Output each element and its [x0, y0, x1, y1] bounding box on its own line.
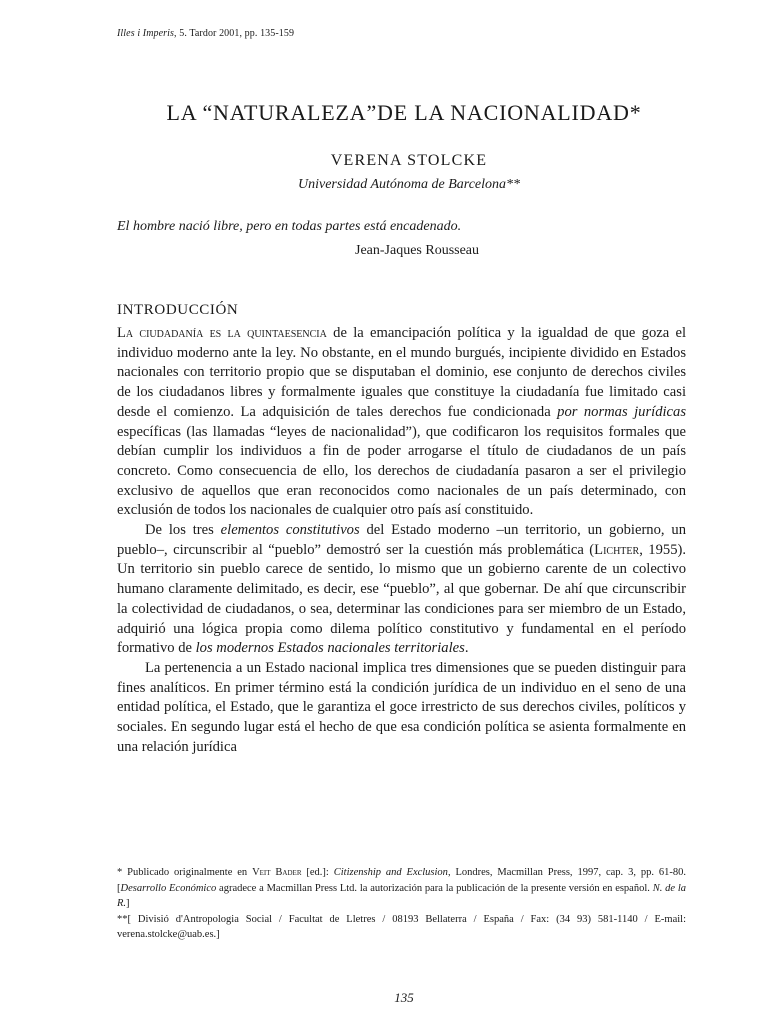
journal-issue-details: , 5. Tardor 2001, pp. 135-159	[174, 28, 295, 39]
author-affiliation: Universidad Autónoma de Barcelona**	[297, 177, 521, 192]
italic-phrase: elementos constitutivos	[220, 522, 360, 539]
italic-phrase: por normas jurídicas	[557, 403, 686, 420]
paragraph-text: específicas (las llamadas “leyes de nacionalidad”), que codificaron los requisitos formales que debían cumplir los individuos a fin de poder arrogarse el título de ciudadanos de un país concreto. Como consecuencia de ello, los derechos de ciudadanía pasaron a ser el privilegio exclusivo de aquellos que eran reconocidos como nacionales de un país determinado, con exclusión de todos los nacionales de cualquier otro país así constituido.	[117, 423, 686, 519]
article-title: LA “NATURALEZA”DE LA NACIONALIDAD*	[166, 100, 642, 125]
footnote-1	[117, 865, 686, 912]
section-heading: INTRODUCCIÓN	[117, 302, 239, 318]
journal-title: Desarrollo Económico	[120, 882, 217, 894]
author-name: VERENA STOLCKE	[330, 152, 488, 169]
footnote-text: [ed.]:	[301, 867, 334, 878]
footnote-2: **[ Divisió d'Antropologia Social / Facultat de Lletres / 08193 Bellaterra / España / Fax: (34 93) 581-1140 / E-mail: verena.stolcke@uab.es.]	[117, 913, 686, 940]
footnote-text: ]	[126, 898, 130, 909]
citation-author: Lichter	[594, 541, 640, 558]
epigraph-author: Jean-Jaques Rousseau	[355, 243, 480, 258]
paragraph-text: .	[464, 640, 469, 657]
footnote-text: , Londres, Macmillan Press, 1997, cap. 3, pp. 61-80. [	[117, 867, 686, 894]
page-number: 135	[394, 990, 414, 1005]
paragraph-1	[117, 324, 686, 521]
paragraph-text: de la emancipación política y la igualdad de que goza el individuo moderno ante la ley. No obstante, en el mundo burgués, incipiente dividido en Estados nacionales con territorio propio que se disputaban el dominio, ese conjunto de derechos civiles de los ciudadanos libres y formalmente iguales que constituye la ciudadanía fue limitado casi desde el comienzo. La adquisición de tales derechos fue condicionada	[117, 325, 687, 420]
italic-phrase: los modernos Estados nacionales territoriales	[195, 640, 465, 657]
paragraph-text: , 1955). Un territorio sin pueblo carece de sentido, lo mismo que un gobierno carente de un colectivo humano claramente delimitado, es decir, ese “pueblo”, al que gobernar. De ahí que circunscribir la colectividad de ciudadanos, o sea, determinar las condiciones para ser miembro de un Estado, adquirió una lógica propia como dilema político constitutivo y fundamental en el período formativo de	[117, 541, 686, 657]
book-title: Citizenship and Exclusion	[333, 867, 448, 878]
footnote-text: agradece a Macmillan Press Ltd. la autorización para la publicación de la presente versión en español.	[216, 882, 653, 894]
footnotes	[117, 865, 686, 943]
citation-author: Veit Bader	[252, 867, 302, 878]
paragraph-2	[117, 521, 686, 659]
footnote-text: * Publicado originalmente en	[117, 867, 253, 878]
editor-note: N. de la R.	[117, 882, 686, 909]
journal-name: Illes i Imperis	[117, 28, 175, 39]
paragraph-text: del Estado moderno –un territorio, un gobierno, un pueblo–, circunscribir al “pueblo” demostró ser la cuestión más problemática (	[117, 522, 686, 558]
paragraph-lead-smallcaps: La ciudadanía es la quintaesencia	[117, 325, 327, 341]
paragraph-3: La pertenencia a un Estado nacional implica tres dimensiones que se pueden distinguir para fines analíticos. En primer término está la condición jurídica de un individuo en el seno de una entidad política, el Estado, que le garantiza el goce irrestricto de sus derechos civiles, políticos y sociales. En segundo lugar está el hecho de que esa condición política se asienta formalmente en una relación jurídica	[117, 659, 686, 755]
epigraph-quote: El hombre nació libre, pero en todas partes está encadenado.	[117, 219, 462, 234]
body-text	[117, 324, 686, 757]
paragraph-text: De los tres	[145, 522, 221, 539]
running-head	[117, 28, 294, 39]
